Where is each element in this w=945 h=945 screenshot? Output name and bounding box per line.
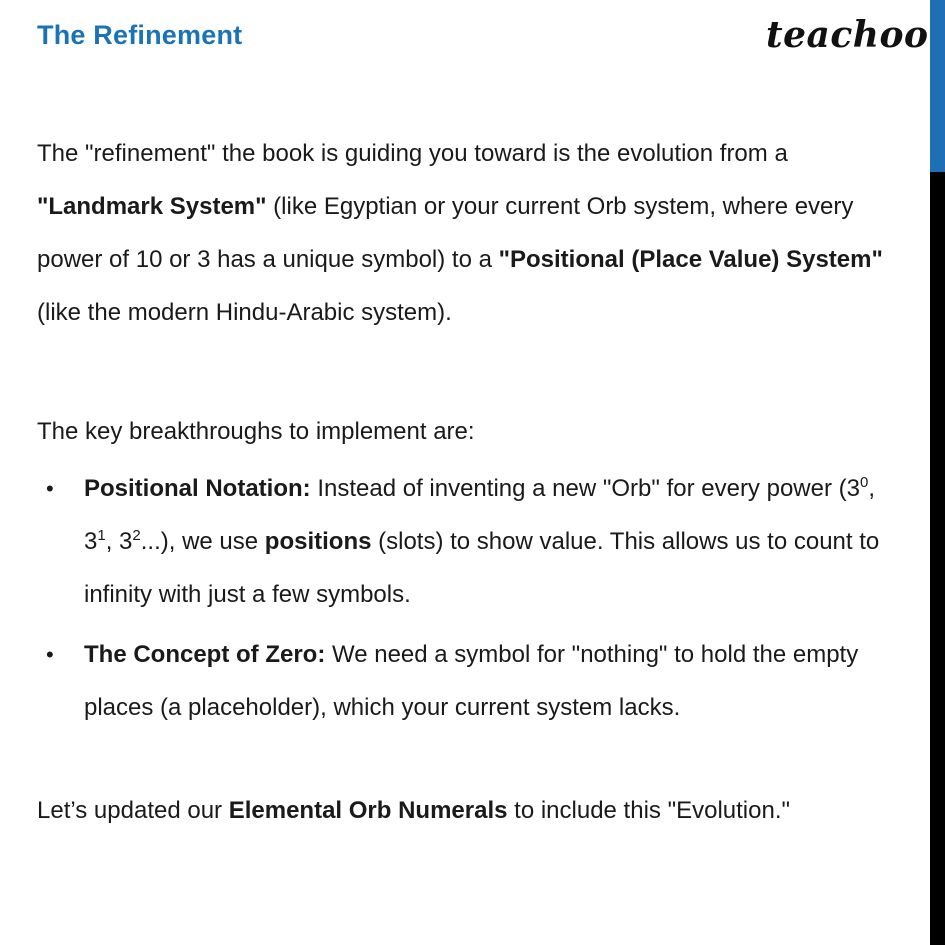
bullet-dot-icon: • [46, 476, 54, 501]
intro-text-1: The "refinement" the book is guiding you toward is the evolution from a [37, 140, 788, 167]
outro-text-1: Let’s updated our [37, 797, 229, 824]
zero-text-1: We need a symbol for "nothing" to hold the empty places (a placeholder), which your current system lacks. [84, 641, 859, 721]
positional-text-4: ...), we use [140, 528, 265, 555]
exponent-2: 2 [132, 527, 141, 544]
slide-content [37, 127, 907, 837]
key-breakthroughs-intro: The key breakthroughs to implement are: [37, 418, 475, 445]
positional-notation-lead: Positional Notation: [84, 475, 311, 502]
positional-text-1: Instead of inventing a new "Orb" for every power (3 [310, 475, 860, 502]
teachoo-logo[interactable]: teachoo [766, 14, 929, 56]
positional-text-2: , 3 [84, 475, 875, 555]
list-item-positional-notation [37, 462, 894, 621]
concept-of-zero-lead: The Concept of Zero: [84, 641, 326, 668]
positions-term: positions [264, 528, 372, 555]
positional-text-5: (slots) to show value. This allows us to count to infinity with just a few symbols. [84, 528, 880, 608]
intro-text-2: (like Egyptian or your current Orb system, where every power of 10 or 3 has a unique symbol) to a [37, 193, 854, 273]
intro-paragraph [37, 127, 902, 339]
positional-system-term: "Positional (Place Value) System" [498, 246, 883, 273]
exponent-1: 1 [97, 527, 106, 544]
bullet-dot-icon: • [46, 642, 54, 667]
outro-text-2: to include this "Evolution." [507, 797, 791, 824]
intro-text-3: (like the modern Hindu-Arabic system). [37, 299, 452, 326]
breakthroughs-list [37, 462, 907, 734]
page-title: The Refinement [37, 20, 243, 50]
scrollbar-thumb[interactable] [930, 0, 945, 172]
elemental-orb-numerals-term: Elemental Orb Numerals [228, 797, 508, 824]
list-item-concept-of-zero [37, 628, 894, 734]
positional-text-3: , 3 [105, 528, 133, 555]
vertical-scrollbar[interactable] [930, 0, 945, 945]
exponent-0: 0 [859, 474, 869, 491]
outro-paragraph [37, 784, 907, 837]
landmark-system-term: "Landmark System" [37, 193, 267, 220]
